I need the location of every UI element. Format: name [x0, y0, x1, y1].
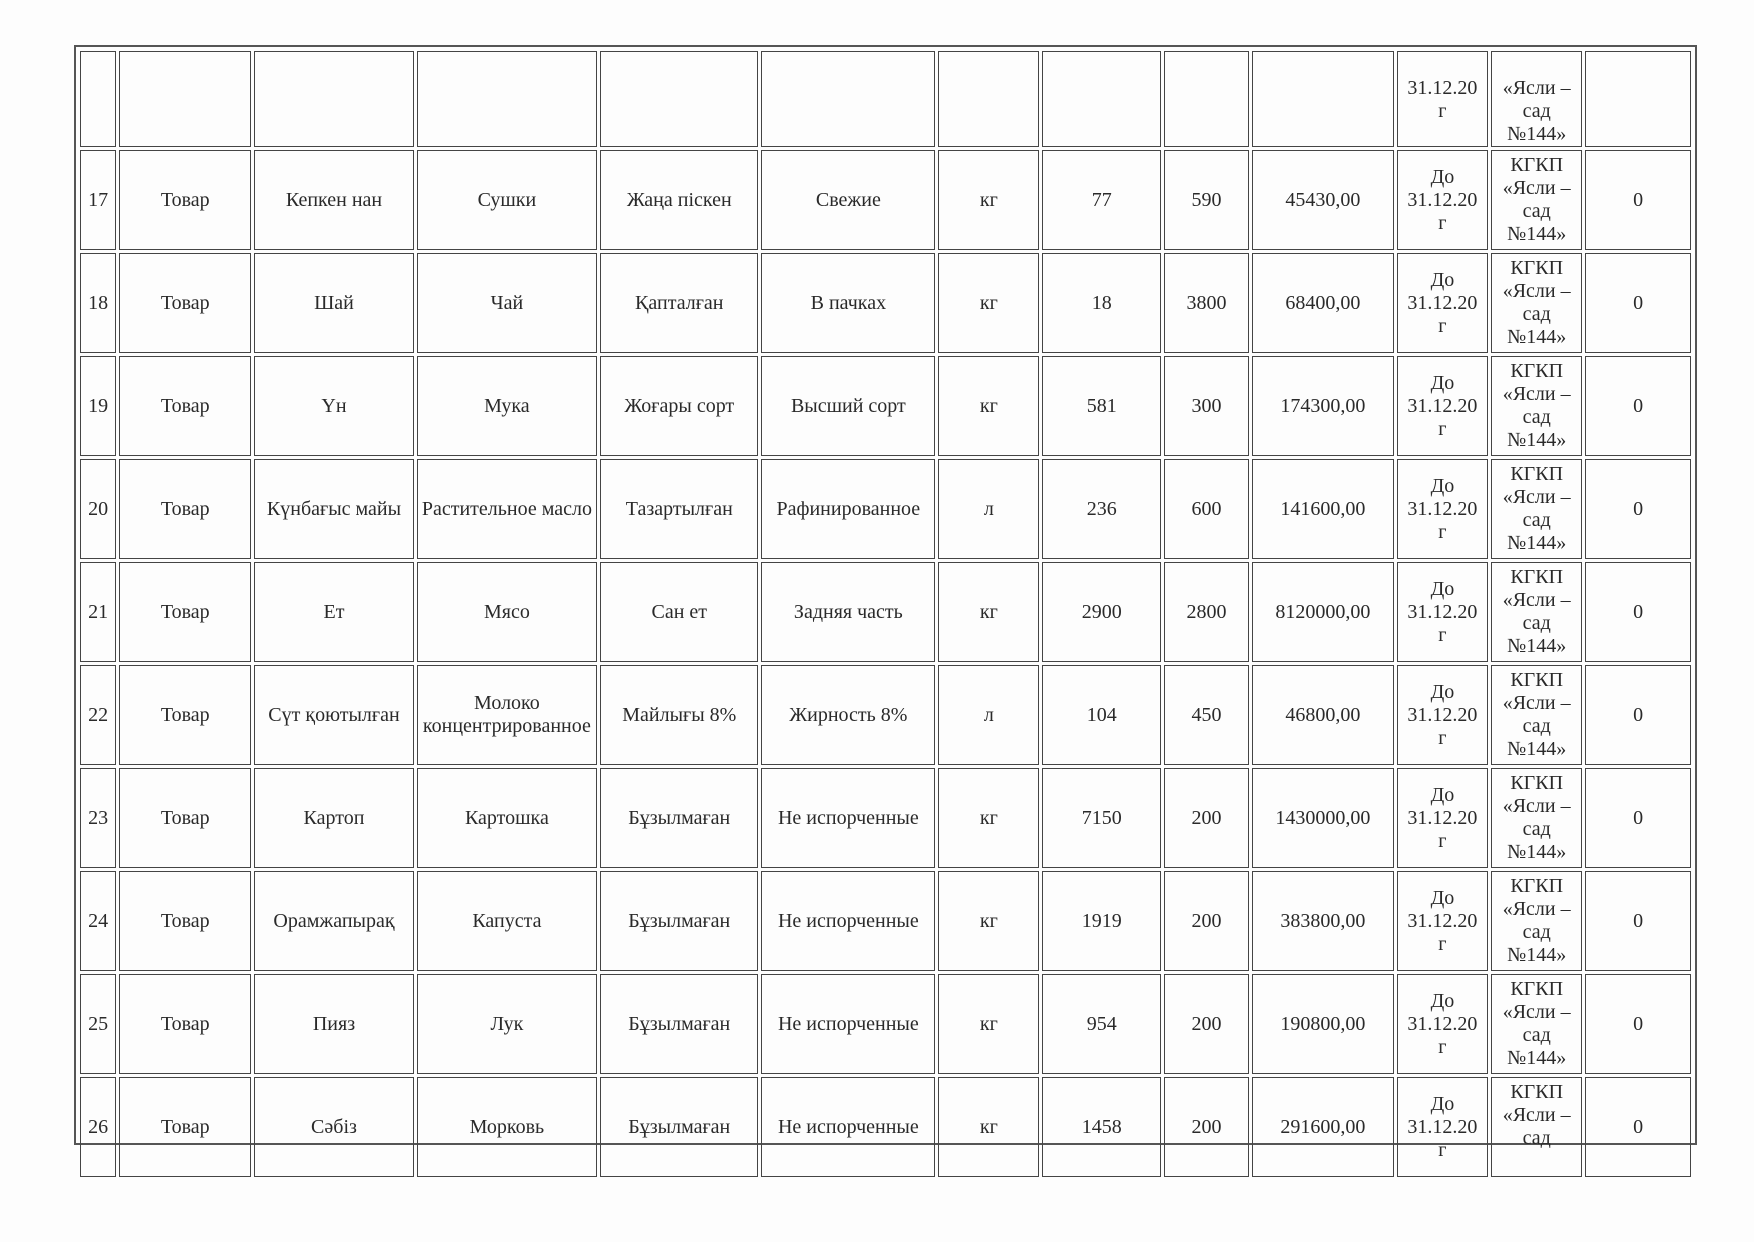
item-name-kz-cell: Сүт қоютылған: [254, 665, 413, 765]
row-number-cell: 23: [80, 768, 116, 868]
item-name-kz-cell: [254, 51, 413, 147]
item-name-ru-cell: Мука: [417, 356, 597, 456]
org-line: сад: [1522, 200, 1551, 222]
table-row: [80, 253, 1691, 353]
delivery-deadline-cell: [1397, 665, 1488, 765]
org-line: «Ясли –: [1502, 77, 1571, 99]
item-name-kz-cell: Картоп: [254, 768, 413, 868]
customer-org-cell: [1491, 768, 1582, 868]
customer-org-cell: [1491, 459, 1582, 559]
price-cell: 200: [1164, 871, 1249, 971]
row-number-cell: 18: [80, 253, 116, 353]
org-line: №144»: [1507, 532, 1567, 554]
deadline-line: До: [1430, 268, 1455, 291]
item-name-ru-cell: Картошка: [417, 768, 597, 868]
amount-cell: 68400,00: [1252, 253, 1394, 353]
customer-org-cell: [1491, 1077, 1582, 1177]
row-number-cell: [80, 51, 116, 147]
item-name-ru-cell: Чай: [417, 253, 597, 353]
price-cell: 600: [1164, 459, 1249, 559]
org-line: «Ясли –: [1502, 589, 1571, 611]
quantity-cell: 581: [1042, 356, 1161, 456]
table-row: [80, 150, 1691, 250]
amount-cell: 46800,00: [1252, 665, 1394, 765]
quantity-cell: 104: [1042, 665, 1161, 765]
item-name-kz-cell: Үн: [254, 356, 413, 456]
deadline-line: г: [1438, 100, 1447, 122]
row-number-cell: 17: [80, 150, 116, 250]
deadline-line: г: [1438, 211, 1447, 234]
table-body: [80, 51, 1691, 1177]
advance-cell: 0: [1585, 562, 1691, 662]
org-line: КГКП: [1510, 360, 1564, 382]
org-line: №144»: [1507, 223, 1567, 245]
deadline-line: 31.12.20: [1407, 188, 1478, 211]
deadline-line: До: [1430, 474, 1455, 497]
delivery-deadline-cell: [1397, 562, 1488, 662]
item-spec-kz-cell: Жоғары сорт: [600, 356, 758, 456]
advance-cell: 0: [1585, 253, 1691, 353]
quantity-cell: 77: [1042, 150, 1161, 250]
price-cell: 200: [1164, 768, 1249, 868]
delivery-deadline-cell: [1397, 356, 1488, 456]
org-line: КГКП: [1510, 875, 1564, 897]
amount-cell: 8120000,00: [1252, 562, 1394, 662]
table-row: [80, 768, 1691, 868]
item-type-cell: Товар: [119, 562, 251, 662]
amount-cell: 383800,00: [1252, 871, 1394, 971]
org-line: КГКП: [1510, 154, 1564, 176]
price-cell: [1164, 51, 1249, 147]
item-spec-kz-cell: Бұзылмаған: [600, 768, 758, 868]
item-name-ru-cell: [417, 51, 597, 147]
table-row: [80, 562, 1691, 662]
item-spec-ru-cell: Не испорченные: [761, 1077, 935, 1177]
unit-cell: л: [938, 665, 1039, 765]
table-row: [80, 459, 1691, 559]
delivery-deadline-cell: [1397, 150, 1488, 250]
org-line: КГКП: [1510, 669, 1564, 691]
unit-cell: кг: [938, 150, 1039, 250]
org-line: сад: [1522, 509, 1551, 531]
unit-cell: кг: [938, 356, 1039, 456]
item-name-ru-cell: Мясо: [417, 562, 597, 662]
advance-cell: 0: [1585, 150, 1691, 250]
quantity-cell: 18: [1042, 253, 1161, 353]
deadline-line: 31.12.20: [1407, 806, 1478, 829]
price-cell: 590: [1164, 150, 1249, 250]
table-row: [80, 1077, 1691, 1177]
item-name-kz-cell: Шай: [254, 253, 413, 353]
item-name-ru-cell: Сушки: [417, 150, 597, 250]
deadline-line: До: [1430, 577, 1455, 600]
table-row: [80, 356, 1691, 456]
advance-cell: 0: [1585, 871, 1691, 971]
advance-cell: 0: [1585, 665, 1691, 765]
price-cell: 200: [1164, 1077, 1249, 1177]
customer-org-cell: [1491, 974, 1582, 1074]
deadline-line: До: [1430, 1092, 1455, 1115]
price-cell: 450: [1164, 665, 1249, 765]
item-type-cell: Товар: [119, 665, 251, 765]
advance-cell: [1585, 51, 1691, 147]
org-line: КГКП: [1510, 978, 1564, 1000]
org-line: [1494, 54, 1579, 77]
item-spec-kz-cell: Бұзылмаған: [600, 871, 758, 971]
org-line: сад: [1522, 1024, 1551, 1046]
table-row: [80, 871, 1691, 971]
procurement-table: [77, 48, 1694, 1180]
org-line: КГКП: [1510, 566, 1564, 588]
row-number-cell: 22: [80, 665, 116, 765]
item-type-cell: Товар: [119, 356, 251, 456]
org-line: №144»: [1507, 738, 1567, 760]
org-line: «Ясли –: [1502, 1104, 1571, 1126]
org-line: сад: [1522, 1127, 1551, 1149]
item-spec-ru-cell: В пачках: [761, 253, 935, 353]
item-spec-ru-cell: [761, 51, 935, 147]
org-line: КГКП: [1510, 1081, 1564, 1103]
table-row: [80, 665, 1691, 765]
deadline-line: До: [1430, 680, 1455, 703]
org-line: сад: [1522, 921, 1551, 943]
deadline-line: 31.12.20: [1407, 1012, 1478, 1035]
deadline-line: 31.12.20: [1407, 703, 1478, 726]
delivery-deadline-cell: [1397, 459, 1488, 559]
deadline-line: г: [1438, 829, 1447, 852]
delivery-deadline-cell: [1397, 51, 1488, 147]
item-spec-ru-cell: Рафинированное: [761, 459, 935, 559]
deadline-line: 31.12.20: [1407, 600, 1478, 623]
item-spec-ru-cell: Свежие: [761, 150, 935, 250]
org-line: №144»: [1507, 944, 1567, 966]
deadline-line: г: [1438, 417, 1447, 440]
item-spec-kz-cell: Қапталған: [600, 253, 758, 353]
item-name-ru-cell: Растительное масло: [417, 459, 597, 559]
item-type-cell: Товар: [119, 871, 251, 971]
org-line: сад: [1522, 303, 1551, 325]
price-cell: 2800: [1164, 562, 1249, 662]
deadline-line: г: [1438, 520, 1447, 543]
item-name-kz-cell: Кепкен нан: [254, 150, 413, 250]
item-name-kz-cell: Күнбағыс майы: [254, 459, 413, 559]
customer-org-cell: [1491, 356, 1582, 456]
item-name-ru-cell: Капуста: [417, 871, 597, 971]
item-spec-ru-cell: Жирность 8%: [761, 665, 935, 765]
org-line: №144»: [1507, 635, 1567, 657]
org-line: «Ясли –: [1502, 177, 1571, 199]
row-number-cell: 21: [80, 562, 116, 662]
quantity-cell: 2900: [1042, 562, 1161, 662]
org-line: «Ясли –: [1502, 486, 1571, 508]
customer-org-cell: [1491, 150, 1582, 250]
table-row: [80, 974, 1691, 1074]
amount-cell: 190800,00: [1252, 974, 1394, 1074]
row-number-cell: 26: [80, 1077, 116, 1177]
org-line: КГКП: [1510, 463, 1564, 485]
org-line: №144»: [1507, 326, 1567, 348]
row-number-cell: 24: [80, 871, 116, 971]
org-line: сад: [1522, 406, 1551, 428]
price-cell: 300: [1164, 356, 1249, 456]
delivery-deadline-cell: [1397, 1077, 1488, 1177]
customer-org-cell: [1491, 253, 1582, 353]
delivery-deadline-cell: [1397, 871, 1488, 971]
unit-cell: кг: [938, 871, 1039, 971]
org-line: сад: [1522, 612, 1551, 634]
quantity-cell: 236: [1042, 459, 1161, 559]
item-type-cell: Товар: [119, 459, 251, 559]
customer-org-cell: [1491, 562, 1582, 662]
customer-org-cell: [1491, 665, 1582, 765]
unit-cell: л: [938, 459, 1039, 559]
item-spec-kz-cell: Майлығы 8%: [600, 665, 758, 765]
quantity-cell: 7150: [1042, 768, 1161, 868]
org-line: «Ясли –: [1502, 383, 1571, 405]
item-type-cell: Товар: [119, 253, 251, 353]
item-spec-ru-cell: Не испорченные: [761, 871, 935, 971]
item-type-cell: [119, 51, 251, 147]
item-name-ru-cell: Лук: [417, 974, 597, 1074]
item-name-kz-cell: Ет: [254, 562, 413, 662]
customer-org-cell: [1491, 51, 1582, 147]
price-cell: 200: [1164, 974, 1249, 1074]
item-name-kz-cell: Сәбіз: [254, 1077, 413, 1177]
amount-cell: 174300,00: [1252, 356, 1394, 456]
deadline-line: До: [1430, 989, 1455, 1012]
table-row: [80, 51, 1691, 147]
item-type-cell: Товар: [119, 150, 251, 250]
unit-cell: кг: [938, 562, 1039, 662]
org-line: «Ясли –: [1502, 1001, 1571, 1023]
deadline-line: 31.12.20: [1407, 394, 1478, 417]
item-spec-ru-cell: Высший сорт: [761, 356, 935, 456]
org-line: КГКП: [1510, 257, 1564, 279]
item-type-cell: Товар: [119, 768, 251, 868]
quantity-cell: 954: [1042, 974, 1161, 1074]
delivery-deadline-cell: [1397, 768, 1488, 868]
deadline-line: г: [1438, 1035, 1447, 1058]
amount-cell: 1430000,00: [1252, 768, 1394, 868]
deadline-line: До: [1430, 886, 1455, 909]
item-spec-ru-cell: Не испорченные: [761, 974, 935, 1074]
unit-cell: кг: [938, 1077, 1039, 1177]
org-line: №144»: [1507, 1047, 1567, 1069]
deadline-line: До: [1430, 371, 1455, 394]
org-line: №144»: [1507, 841, 1567, 863]
amount-cell: 141600,00: [1252, 459, 1394, 559]
item-spec-ru-cell: Задняя часть: [761, 562, 935, 662]
unit-cell: кг: [938, 253, 1039, 353]
org-line: сад: [1522, 818, 1551, 840]
org-line: «Ясли –: [1502, 280, 1571, 302]
deadline-line: До: [1430, 165, 1455, 188]
item-name-ru-cell: Молоко концентрированное: [417, 665, 597, 765]
deadline-line: 31.12.20: [1407, 77, 1478, 99]
item-spec-kz-cell: [600, 51, 758, 147]
item-spec-kz-cell: Жаңа піскен: [600, 150, 758, 250]
org-line: сад: [1522, 715, 1551, 737]
row-number-cell: 19: [80, 356, 116, 456]
amount-cell: 291600,00: [1252, 1077, 1394, 1177]
advance-cell: 0: [1585, 356, 1691, 456]
org-line: «Ясли –: [1502, 898, 1571, 920]
org-line: [1494, 1150, 1579, 1173]
org-line: сад: [1522, 100, 1551, 122]
deadline-line: 31.12.20: [1407, 1115, 1478, 1138]
item-type-cell: Товар: [119, 974, 251, 1074]
org-line: «Ясли –: [1502, 795, 1571, 817]
delivery-deadline-cell: [1397, 974, 1488, 1074]
org-line: КГКП: [1510, 772, 1564, 794]
amount-cell: [1252, 51, 1394, 147]
item-name-kz-cell: Орамжапырақ: [254, 871, 413, 971]
org-line: №144»: [1507, 123, 1567, 145]
row-number-cell: 20: [80, 459, 116, 559]
deadline-line: г: [1438, 623, 1447, 646]
delivery-deadline-cell: [1397, 253, 1488, 353]
row-number-cell: 25: [80, 974, 116, 1074]
advance-cell: 0: [1585, 768, 1691, 868]
quantity-cell: [1042, 51, 1161, 147]
item-spec-kz-cell: Тазартылған: [600, 459, 758, 559]
advance-cell: 0: [1585, 974, 1691, 1074]
quantity-cell: 1919: [1042, 871, 1161, 971]
deadline-line: 31.12.20: [1407, 291, 1478, 314]
price-cell: 3800: [1164, 253, 1249, 353]
item-name-ru-cell: Морковь: [417, 1077, 597, 1177]
deadline-line: г: [1438, 726, 1447, 749]
item-name-kz-cell: Пияз: [254, 974, 413, 1074]
advance-cell: 0: [1585, 459, 1691, 559]
deadline-line: [1400, 54, 1485, 77]
item-spec-ru-cell: Не испорченные: [761, 768, 935, 868]
deadline-line: г: [1438, 932, 1447, 955]
unit-cell: кг: [938, 768, 1039, 868]
customer-org-cell: [1491, 871, 1582, 971]
item-spec-kz-cell: Сан ет: [600, 562, 758, 662]
deadline-line: г: [1438, 314, 1447, 337]
unit-cell: [938, 51, 1039, 147]
deadline-line: До: [1430, 783, 1455, 806]
deadline-line: г: [1438, 1138, 1447, 1161]
quantity-cell: 1458: [1042, 1077, 1161, 1177]
amount-cell: 45430,00: [1252, 150, 1394, 250]
item-spec-kz-cell: Бұзылмаған: [600, 974, 758, 1074]
item-type-cell: Товар: [119, 1077, 251, 1177]
item-spec-kz-cell: Бұзылмаған: [600, 1077, 758, 1177]
deadline-line: 31.12.20: [1407, 909, 1478, 932]
procurement-table-page: [74, 45, 1697, 1161]
unit-cell: кг: [938, 974, 1039, 1074]
deadline-line: 31.12.20: [1407, 497, 1478, 520]
org-line: №144»: [1507, 429, 1567, 451]
advance-cell: 0: [1585, 1077, 1691, 1177]
org-line: «Ясли –: [1502, 692, 1571, 714]
